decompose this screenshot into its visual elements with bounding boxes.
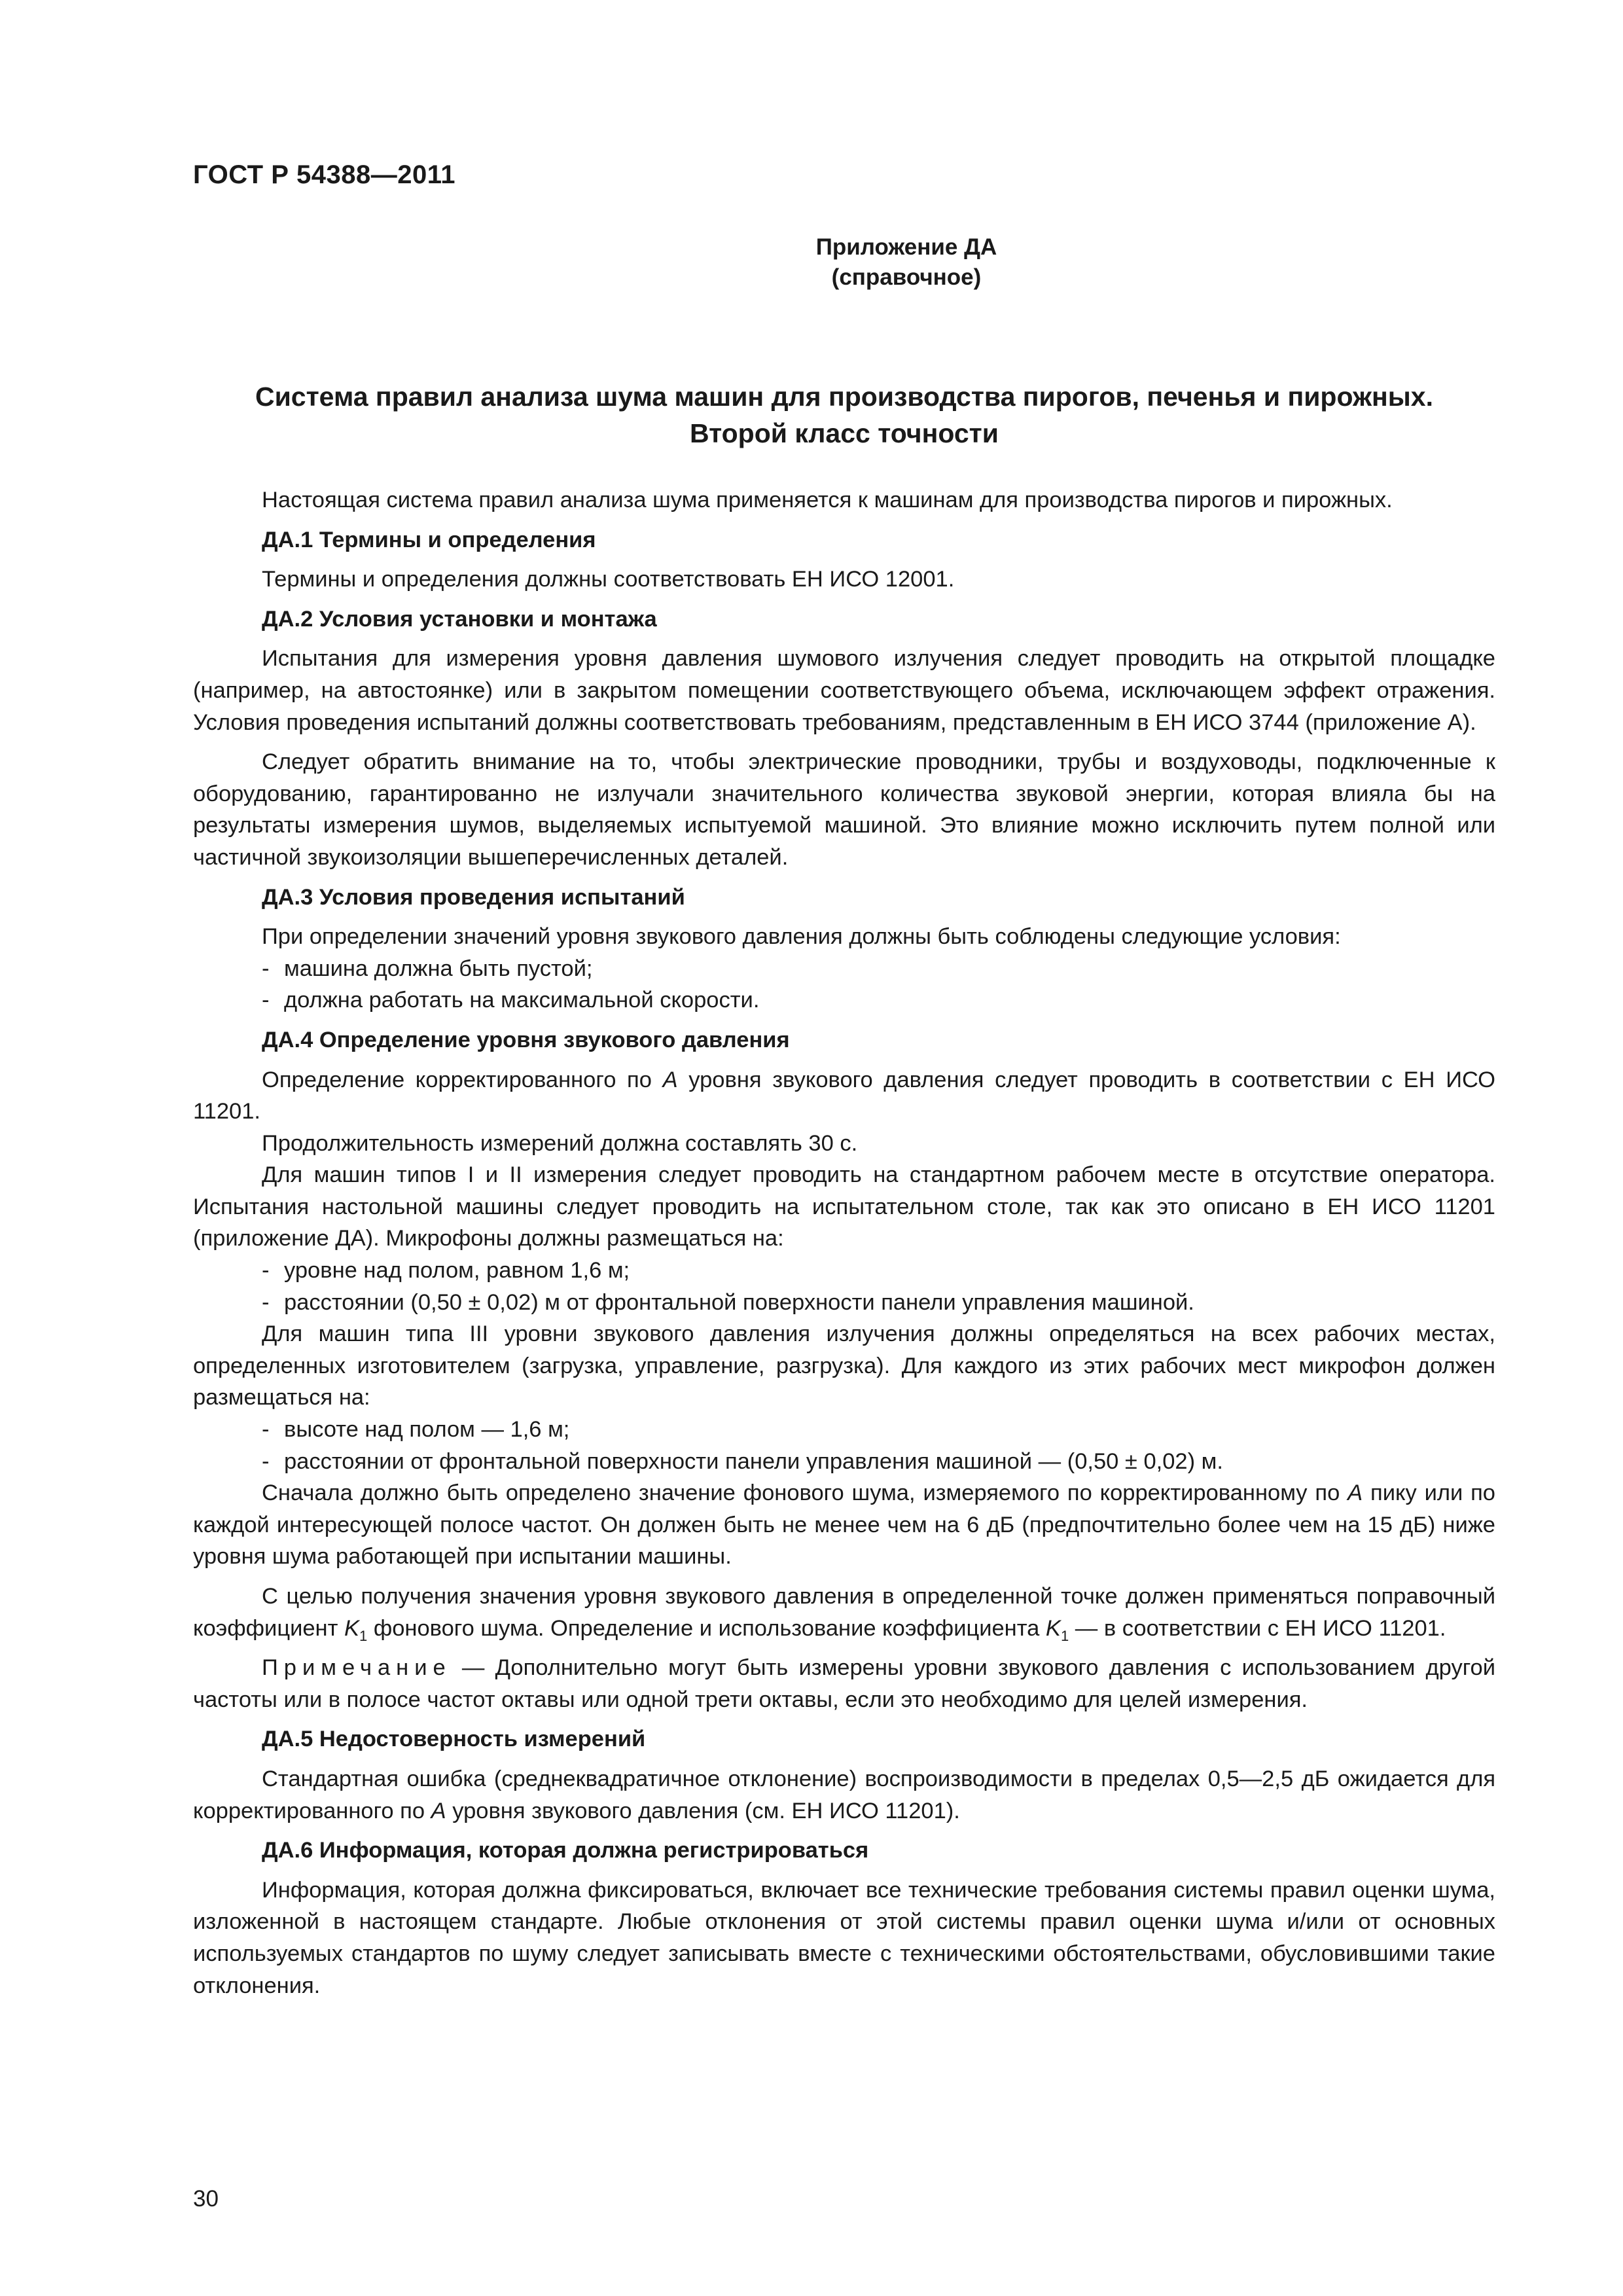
paragraph: Сначала должно быть определено значение фонового шума, измеряемого по корректированному по А пику или по каждой интересующей полосе частот. Он должен быть не менее чем на 6 дБ (предпочтительно более чем на 15 дБ) ниже уровня шума работающей при испытании машины. [193, 1480, 1495, 1570]
paragraph: Термины и определения должны соответствовать ЕН ИСО 12001. [262, 567, 955, 592]
paragraph: С целью получения значения уровня звукового давления в определенной точке должен применяться поправочный коэффициент $K_1$ фонового шума. Определение и использование коэффициента $K_1$ — в соответствии с ЕН ИСО 11201. [193, 1584, 1495, 1644]
page-number: 30 [193, 2186, 219, 2212]
list-item: - уровне над полом, равном 1,6 м; [262, 1258, 630, 1283]
document-title [193, 378, 1495, 452]
intro-paragraph: Настоящая система правил анализа шума применяется к машинам для производства пирогов и пирожных. [262, 488, 1393, 512]
paragraph: Информация, которая должна фиксироваться, включает все технические требования системы правил оценки шума, изложенной в настоящем стандарте. Любые отклонения от этой системы правил оценки шума и/или от основных используемых стандартов по шуму следует записывать вместе с техническими обстоятельствами, обусловившими такие отклонения. [193, 1877, 1495, 1998]
paragraph: При определении значений уровня звукового давления должны быть соблюдены следующие условия: [262, 924, 1341, 950]
document-body [193, 484, 1495, 2001]
note-label: Примечание [262, 1655, 452, 1681]
section-heading-da6: ДА.6 Информация, которая должна регистрироваться [262, 1838, 869, 1863]
section-heading-da1: ДА.1 Термины и определения [262, 527, 596, 552]
paragraph: Для машин типа III уровни звукового давления излучения должны определяться на всех рабочих местах, определенных изготовителем (загрузка, управление, разгрузка). Для каждого из этих рабочих мест микрофон должен размещаться на: [193, 1321, 1495, 1410]
paragraph: Испытания для измерения уровня давления шумового излучения следует проводить на открытой площадке (например, на автостоянке) или в закрытом помещении соответствующего объема, исключающем эффект отражения. Условия проведения испытаний должны соответствовать требованиям, представленным в ЕН ИСО 3744 (приложение А). [193, 646, 1495, 735]
list-item: - высоте над полом — 1,6 м; [262, 1417, 570, 1443]
annex-title: Приложение ДА [815, 234, 997, 260]
note-paragraph: Примечание — Дополнительно могут быть измерены уровни звукового давления с использованием другой частоты или в полосе частот октавы или одной трети октавы, если это необходимо для целей измерения. [193, 1655, 1495, 1712]
paragraph: Определение корректированного по А уровня звукового давления следует проводить в соответствии с ЕН ИСО 11201. [193, 1067, 1495, 1124]
section-heading-da5: ДА.5 Недостоверность измерений [262, 1727, 646, 1752]
title-line-1: Система правил анализа шума машин для производства пирогов, печенья и пирожных. [255, 382, 1434, 412]
list-item: - машина должна быть пустой; [262, 956, 593, 981]
title-line-2: Второй класс точности [690, 418, 999, 448]
section-heading-da2: ДА.2 Условия установки и монтажа [262, 606, 657, 632]
section-heading-da3: ДА.3 Условия проведения испытаний [262, 884, 685, 910]
list-item: - должна работать на максимальной скорости. [262, 988, 760, 1013]
section-heading-da4: ДА.4 Определение уровня звукового давления [262, 1027, 790, 1052]
paragraph: Продолжительность измерений должна составлять 30 с. [262, 1130, 858, 1156]
document-identifier: ГОСТ Р 54388—2011 [193, 160, 455, 189]
list-item: - расстоянии от фронтальной поверхности панели управления машиной — (0,50 ± 0,02) м. [262, 1448, 1223, 1474]
paragraph: Для машин типов I и II измерения следует проводить на стандартном рабочем месте в отсутствие оператора. Испытания настольной машины следует проводить на испытательном столе, так как это описано в ЕН ИСО 11201 (приложение ДА). Микрофоны должны размещаться на: [193, 1162, 1495, 1251]
paragraph: Следует обратить внимание на то, чтобы электрические проводники, трубы и воздуховоды, подключенные к оборудованию, гарантированно не излучали значительного количества звуковой энергии, которая влияла бы на результаты измерения шумов, выделяемых испытуемой машиной. Это влияние можно исключить путем полной или частичной звукоизоляции вышеперечисленных деталей. [193, 749, 1495, 870]
annex-type: (справочное) [831, 264, 982, 290]
list-item: - расстоянии (0,50 ± 0,02) м от фронтальной поверхности панели управления машиной. [262, 1289, 1194, 1315]
paragraph: Стандартная ошибка (среднеквадратичное отклонение) воспроизводимости в пределах 0,5—2,5 дБ ожидается для корректированного по А уровня звукового давления (см. ЕН ИСО 11201). [193, 1766, 1495, 1823]
annex-heading [0, 232, 1623, 293]
